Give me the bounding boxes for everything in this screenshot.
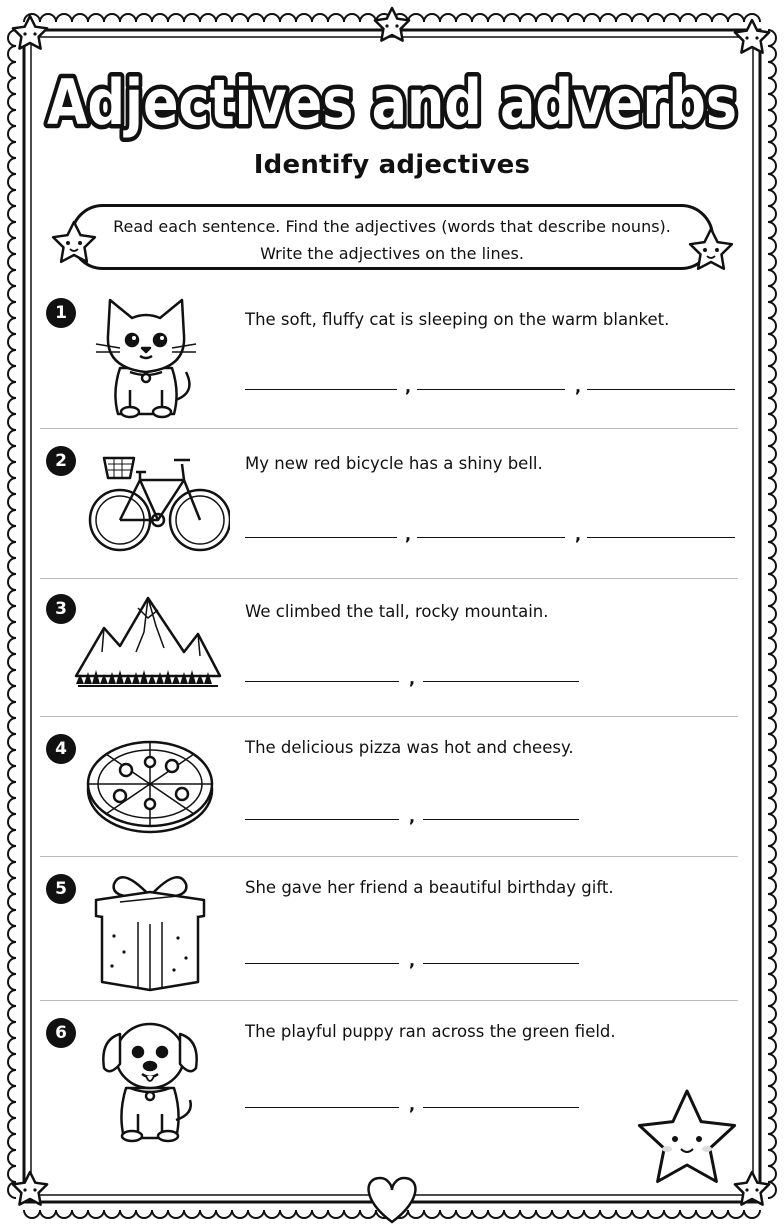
exercise-sentence: She gave her friend a beautiful birthday gift. bbox=[245, 878, 614, 897]
page-title bbox=[40, 58, 744, 158]
item-number-badge: 3 bbox=[46, 594, 76, 624]
comma-separator: , bbox=[405, 525, 412, 544]
comma-separator: , bbox=[575, 377, 582, 396]
answer-line-2[interactable] bbox=[417, 389, 565, 390]
comma-separator: , bbox=[409, 951, 416, 970]
star-icon bbox=[632, 1086, 742, 1192]
star-icon bbox=[13, 16, 47, 49]
answer-line-1[interactable] bbox=[245, 819, 399, 820]
exercise-item-5 bbox=[40, 866, 738, 1000]
instructions-line-1: Read each sentence. Find the adjectives (words that describe nouns). bbox=[113, 217, 671, 236]
section-subtitle: Identify adjectives bbox=[253, 150, 531, 180]
answer-blanks bbox=[245, 366, 737, 396]
answer-blanks bbox=[245, 1084, 585, 1114]
heart-icon bbox=[369, 1178, 416, 1222]
exercise-item-3 bbox=[40, 586, 738, 718]
exercise-item-2 bbox=[40, 438, 738, 578]
answer-line-2[interactable] bbox=[423, 819, 579, 820]
answer-line-1[interactable] bbox=[245, 963, 399, 964]
row-divider bbox=[40, 428, 738, 429]
cat-icon bbox=[86, 292, 206, 422]
answer-line-2[interactable] bbox=[423, 963, 579, 964]
answer-line-1[interactable] bbox=[245, 389, 397, 390]
item-number-badge: 2 bbox=[46, 446, 76, 476]
star-icon bbox=[13, 1172, 47, 1205]
answer-blanks bbox=[245, 940, 585, 970]
answer-blanks bbox=[245, 514, 737, 544]
comma-separator: , bbox=[409, 1095, 416, 1114]
comma-separator: , bbox=[405, 377, 412, 396]
answer-line-3[interactable] bbox=[587, 389, 735, 390]
star-icon bbox=[48, 218, 100, 270]
answer-line-2[interactable] bbox=[423, 681, 579, 682]
star-icon bbox=[684, 224, 738, 278]
exercise-item-4 bbox=[40, 726, 738, 856]
exercise-sentence: My new red bicycle has a shiny bell. bbox=[245, 454, 543, 473]
answer-line-3[interactable] bbox=[587, 537, 735, 538]
puppy-icon bbox=[98, 1014, 202, 1144]
answer-line-1[interactable] bbox=[245, 537, 397, 538]
exercise-sentence: We climbed the tall, rocky mountain. bbox=[245, 602, 549, 621]
page-title-container bbox=[40, 58, 744, 158]
row-divider bbox=[40, 856, 738, 857]
exercise-sentence: The playful puppy ran across the green field. bbox=[245, 1022, 616, 1041]
answer-blanks bbox=[245, 796, 585, 826]
comma-separator: , bbox=[575, 525, 582, 544]
exercise-item-1 bbox=[40, 290, 738, 430]
comma-separator: , bbox=[409, 807, 416, 826]
mountain-icon bbox=[74, 592, 222, 692]
comma-separator: , bbox=[409, 669, 416, 688]
row-divider bbox=[40, 578, 738, 579]
answer-blanks bbox=[245, 658, 585, 688]
instructions-box bbox=[70, 204, 714, 270]
item-number-badge: 1 bbox=[46, 298, 76, 328]
page-title-text: Adjectives and adverbs bbox=[47, 66, 737, 139]
answer-line-2[interactable] bbox=[423, 1107, 579, 1108]
gift-icon bbox=[92, 866, 208, 992]
instructions-line-2: Write the adjectives on the lines. bbox=[260, 244, 524, 263]
exercise-sentence: The delicious pizza was hot and cheesy. bbox=[245, 738, 574, 757]
exercise-sentence: The soft, fluffy cat is sleeping on the warm blanket. bbox=[245, 310, 670, 329]
pizza-icon bbox=[86, 734, 216, 834]
answer-line-1[interactable] bbox=[245, 681, 399, 682]
item-number-badge: 6 bbox=[46, 1018, 76, 1048]
star-icon bbox=[375, 8, 409, 41]
item-number-badge: 4 bbox=[46, 734, 76, 764]
bicycle-icon bbox=[86, 450, 230, 554]
star-icon bbox=[735, 20, 769, 53]
row-divider bbox=[40, 716, 738, 717]
item-number-badge: 5 bbox=[46, 874, 76, 904]
answer-line-1[interactable] bbox=[245, 1107, 399, 1108]
answer-line-2[interactable] bbox=[417, 537, 565, 538]
row-divider bbox=[40, 1000, 738, 1001]
